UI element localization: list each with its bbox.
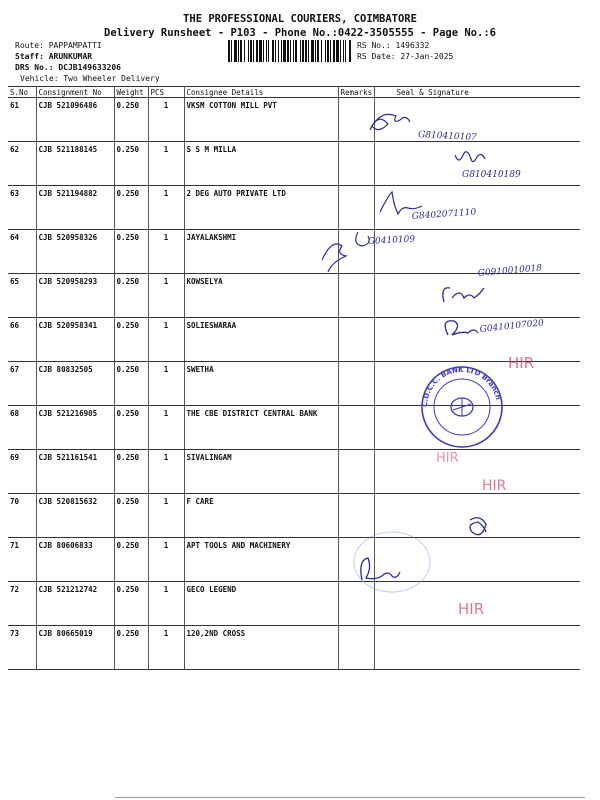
barcode-icon <box>228 40 352 62</box>
cell-sno: 62 <box>8 142 36 186</box>
col-consignee: Consignee Details <box>184 87 338 98</box>
cell-sno: 73 <box>8 626 36 670</box>
cell-consignment-no: CJB 520815632 <box>36 494 114 538</box>
cell-consignee: SWETHA <box>184 362 338 406</box>
cell-sno: 63 <box>8 186 36 230</box>
handwriting-hir-3: HIR <box>482 478 507 494</box>
cell-consignee: JAYALAKSHMI <box>184 230 338 274</box>
cell-pcs: 1 <box>148 274 184 318</box>
cell-consignment-no: CJB 521212742 <box>36 582 114 626</box>
cell-consignment-no: CJB 80606833 <box>36 538 114 582</box>
cell-sno: 66 <box>8 318 36 362</box>
col-sno: S.No <box>8 87 36 98</box>
col-seal-signature: Seal & Signature <box>374 87 580 98</box>
cell-pcs: 1 <box>148 406 184 450</box>
cell-seal-signature <box>374 538 580 582</box>
rs-no-value: 1496332 <box>395 41 430 50</box>
cell-weight: 0.250 <box>114 494 148 538</box>
cell-sno: 65 <box>8 274 36 318</box>
cell-consignment-no: CJB 520958326 <box>36 230 114 274</box>
cell-weight: 0.250 <box>114 186 148 230</box>
cell-remarks <box>338 582 374 626</box>
table-row <box>8 538 580 582</box>
cell-consignee: THE CBE DISTRICT CENTRAL BANK <box>184 406 338 450</box>
cell-consignment-no: CJB 520958341 <box>36 318 114 362</box>
table-row <box>8 362 580 406</box>
cell-remarks <box>338 450 374 494</box>
vehicle-label: Vehicle: <box>20 74 59 83</box>
cell-weight: 0.250 <box>114 142 148 186</box>
cell-seal-signature <box>374 582 580 626</box>
cell-sno: 64 <box>8 230 36 274</box>
cell-pcs: 1 <box>148 230 184 274</box>
cell-pcs: 1 <box>148 186 184 230</box>
cell-pcs: 1 <box>148 582 184 626</box>
handwriting-63: G8402071110 <box>411 207 477 222</box>
col-remarks: Remarks <box>338 87 374 98</box>
cell-remarks <box>338 626 374 670</box>
cell-pcs: 1 <box>148 142 184 186</box>
cell-seal-signature <box>374 186 580 230</box>
cell-consignee: S S M MILLA <box>184 142 338 186</box>
cell-sno: 67 <box>8 362 36 406</box>
cell-remarks <box>338 406 374 450</box>
handwriting-65: G0910010018 <box>477 263 543 279</box>
handwriting-61: G810410107 <box>417 130 478 144</box>
cell-remarks <box>338 230 374 274</box>
route-value: PAPPAMPATTI <box>48 41 102 50</box>
drs-label: DRS No.: <box>15 63 54 72</box>
cell-seal-signature <box>374 406 580 450</box>
table-row <box>8 274 580 318</box>
table-row <box>8 494 580 538</box>
handwriting-64: G0410109 <box>367 234 416 247</box>
runsheet-subtitle: Delivery Runsheet - P103 - Phone No.:0422-3505555 - Page No.:6 <box>104 27 496 39</box>
cell-sno: 72 <box>8 582 36 626</box>
cell-pcs: 1 <box>148 450 184 494</box>
cell-remarks <box>338 318 374 362</box>
cell-pcs: 1 <box>148 494 184 538</box>
cell-pcs: 1 <box>148 626 184 670</box>
cell-sno: 70 <box>8 494 36 538</box>
rs-date-value: 27-Jan-2025 <box>400 52 454 61</box>
cell-consignment-no: CJB 521096486 <box>36 98 114 142</box>
table-row <box>8 626 580 670</box>
cell-remarks <box>338 274 374 318</box>
handwriting-62: G810410189 <box>462 170 521 180</box>
cell-consignee: SOLIESWARAA <box>184 318 338 362</box>
cell-seal-signature <box>374 450 580 494</box>
cell-consignment-no: CJB 521194882 <box>36 186 114 230</box>
rs-no-line <box>357 40 429 51</box>
cell-consignee: APT TOOLS AND MACHINERY <box>184 538 338 582</box>
runsheet-table <box>8 86 580 670</box>
cell-weight: 0.250 <box>114 274 148 318</box>
cell-seal-signature <box>374 494 580 538</box>
table-row <box>8 450 580 494</box>
cell-consignment-no: CJB 80665019 <box>36 626 114 670</box>
cell-pcs: 1 <box>148 362 184 406</box>
cell-remarks <box>338 186 374 230</box>
table-row <box>8 186 580 230</box>
cell-remarks <box>338 538 374 582</box>
cell-weight: 0.250 <box>114 406 148 450</box>
company-title: THE PROFESSIONAL COURIERS, COIMBATORE <box>183 13 417 25</box>
cell-seal-signature <box>374 98 580 142</box>
staff-label: Staff: <box>15 52 44 61</box>
cell-consignment-no: CJB 521161541 <box>36 450 114 494</box>
vehicle-line <box>20 73 160 84</box>
cell-seal-signature <box>374 142 580 186</box>
cell-seal-signature <box>374 626 580 670</box>
cell-weight: 0.250 <box>114 582 148 626</box>
handwriting-hir-2: HIR <box>436 451 459 466</box>
col-pcs: PCS <box>148 87 184 98</box>
cell-weight: 0.250 <box>114 362 148 406</box>
staff-value: ARUNKUMAR <box>48 52 93 61</box>
cell-consignee: F CARE <box>184 494 338 538</box>
route-label: Route: <box>15 41 44 50</box>
cell-weight: 0.250 <box>114 230 148 274</box>
cell-remarks <box>338 142 374 186</box>
cell-consignee: GECO LEGEND <box>184 582 338 626</box>
footer-rule <box>115 797 585 798</box>
col-consignment-no: Consignment No <box>36 87 114 98</box>
cell-remarks <box>338 362 374 406</box>
cell-consignee: 2 DEG AUTO PRIVATE LTD <box>184 186 338 230</box>
rs-date-line <box>357 51 453 62</box>
cell-consignee: KOWSELYA <box>184 274 338 318</box>
cell-consignee: 120,2ND CROSS <box>184 626 338 670</box>
cell-weight: 0.250 <box>114 538 148 582</box>
table-row <box>8 406 580 450</box>
cell-pcs: 1 <box>148 538 184 582</box>
cell-weight: 0.250 <box>114 450 148 494</box>
handwriting-hir-1: HIR <box>508 354 535 372</box>
cell-sno: 61 <box>8 98 36 142</box>
cell-weight: 0.250 <box>114 626 148 670</box>
drs-line <box>15 62 121 73</box>
cell-consignment-no: CJB 521216905 <box>36 406 114 450</box>
cell-seal-signature <box>374 362 580 406</box>
cell-consignment-no: CJB 80832505 <box>36 362 114 406</box>
cell-weight: 0.250 <box>114 318 148 362</box>
handwriting-66: G0410107020 <box>479 318 545 335</box>
cell-sno: 71 <box>8 538 36 582</box>
cell-remarks <box>338 494 374 538</box>
col-weight: Weight <box>114 87 148 98</box>
cell-seal-signature <box>374 318 580 362</box>
vehicle-value: Two Wheeler Delivery <box>63 74 160 83</box>
cell-consignee: VKSM COTTON MILL PVT <box>184 98 338 142</box>
staff-line <box>15 51 92 62</box>
rs-no-label: RS No.: <box>357 41 391 50</box>
cell-seal-signature <box>374 230 580 274</box>
rs-date-label: RS Date: <box>357 52 396 61</box>
table-row <box>8 318 580 362</box>
table-row <box>8 230 580 274</box>
table-row <box>8 582 580 626</box>
cell-weight: 0.250 <box>114 98 148 142</box>
cell-pcs: 1 <box>148 318 184 362</box>
table-row <box>8 142 580 186</box>
cell-pcs: 1 <box>148 98 184 142</box>
cell-sno: 68 <box>8 406 36 450</box>
cell-consignment-no: CJB 521188145 <box>36 142 114 186</box>
stamp-text: C.D.C.C. BANK LTD Branch <box>420 365 503 408</box>
cell-consignee: SIVALINGAM <box>184 450 338 494</box>
cell-consignment-no: CJB 520958293 <box>36 274 114 318</box>
drs-value: DCJB149633206 <box>58 63 121 72</box>
table-header-row <box>8 87 580 98</box>
cell-seal-signature <box>374 274 580 318</box>
cell-sno: 69 <box>8 450 36 494</box>
table-row <box>8 98 580 142</box>
handwriting-hir-4: HIR <box>458 600 485 618</box>
route-line <box>15 40 102 51</box>
cell-remarks <box>338 98 374 142</box>
